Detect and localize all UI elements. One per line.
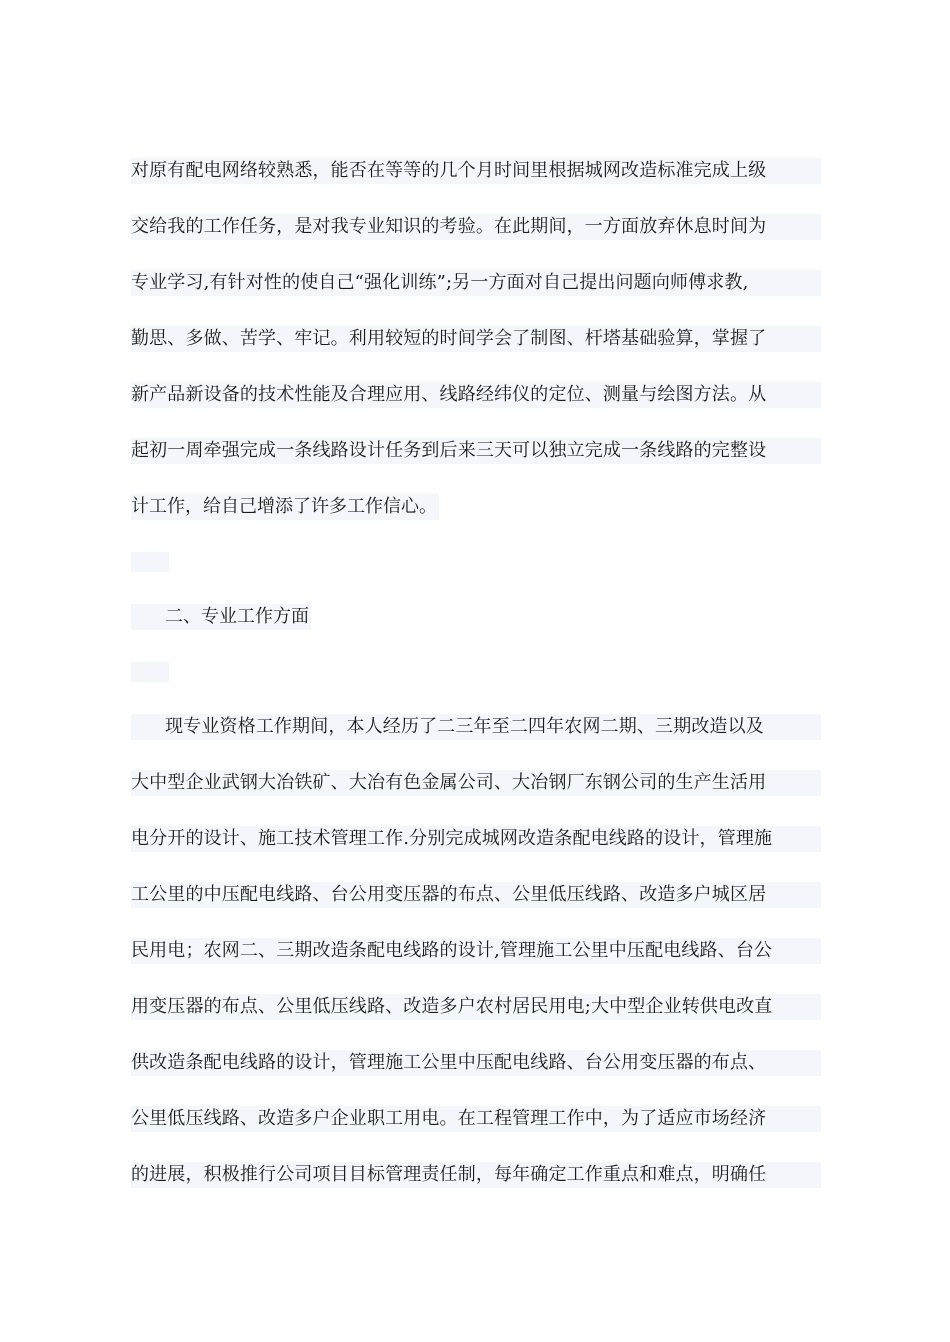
paragraph-line: 计工作，给自己增添了许多工作信心。 — [131, 494, 439, 520]
paragraph-line: 新产品新设备的技术性能及合理应用、线路经纬仪的定位、测量与绘图方法。从 — [131, 382, 821, 408]
paragraph-line: 电分开的设计、施工技术管理工作.分别完成城网改造条配电线路的设计，管理施 — [131, 826, 821, 852]
blank-line-marker — [131, 552, 169, 572]
blank-line-marker — [131, 662, 169, 682]
paragraph-line: 专业学习,有针对性的使自己“强化训练”;另一方面对自己提出问题向师傅求教, — [131, 270, 821, 296]
paragraph-line: 的进展，积极推行公司项目目标管理责任制，每年确定工作重点和难点，明确任 — [131, 1162, 821, 1188]
paragraph-line: 勤思、多做、苦学、牢记。利用较短的时间学会了制图、杆塔基础验算，掌握了 — [131, 326, 821, 352]
paragraph-line: 交给我的工作任务，是对我专业知识的考验。在此期间，一方面放弃休息时间为 — [131, 214, 821, 240]
section-heading: 二、专业工作方面 — [131, 604, 311, 630]
paragraph-line: 供改造条配电线路的设计，管理施工公里中压配电线路、台公用变压器的布点、 — [131, 1050, 821, 1076]
paragraph-line: 现专业资格工作期间，本人经历了二三年至二四年农网二期、三期改造以及 — [131, 714, 821, 740]
paragraph-line: 大中型企业武钢大冶铁矿、大冶有色金属公司、大冶钢厂东钢公司的生产生活用 — [131, 770, 821, 796]
paragraph-line: 公里低压线路、改造多户企业职工用电。在工程管理工作中，为了适应市场经济 — [131, 1106, 821, 1132]
paragraph-line: 对原有配电网络较熟悉，能否在等等的几个月时间里根据城网改造标准完成上级 — [131, 158, 821, 184]
paragraph-line: 用变压器的布点、公里低压线路、改造多户农村居民用电;大中型企业转供电改直 — [131, 994, 821, 1020]
paragraph-line: 民用电；农网二、三期改造条配电线路的设计,管理施工公里中压配电线路、台公 — [131, 938, 821, 964]
paragraph-line: 工公里的中压配电线路、台公用变压器的布点、公里低压线路、改造多户城区居 — [131, 882, 821, 908]
paragraph-line: 起初一周牵强完成一条线路设计任务到后来三天可以独立完成一条线路的完整设 — [131, 438, 821, 464]
